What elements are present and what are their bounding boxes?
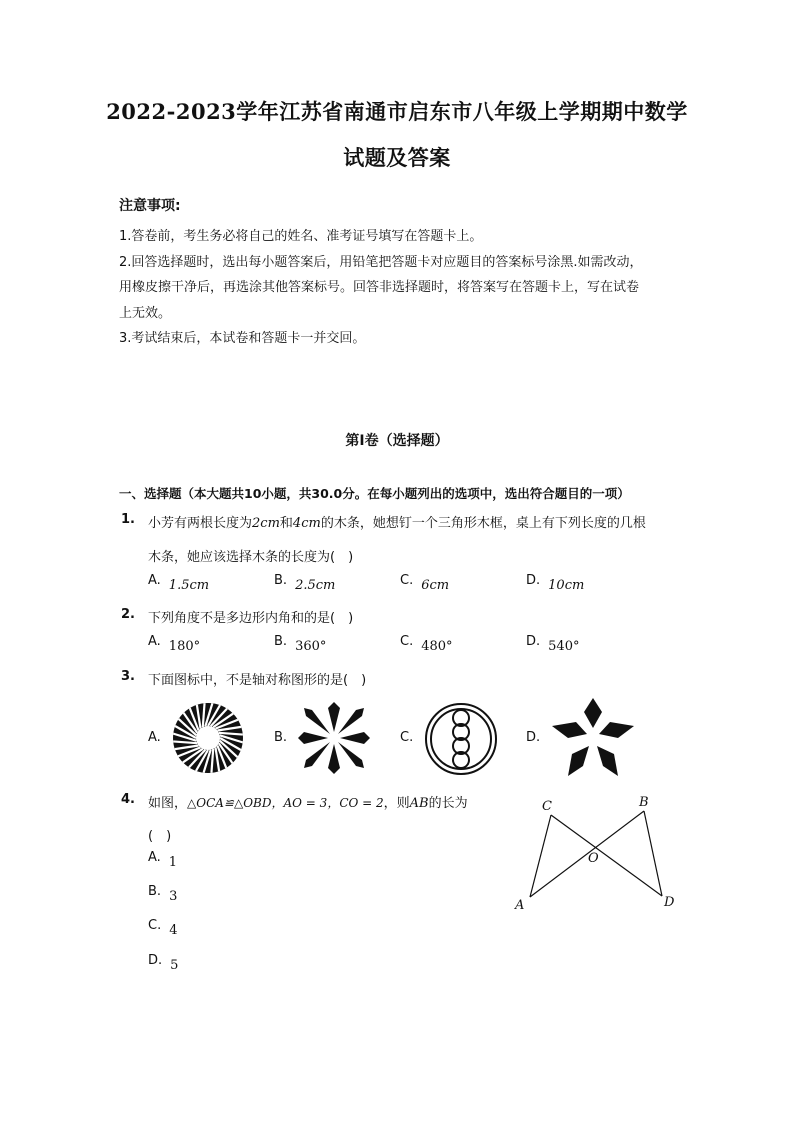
option-value: 2.5cm bbox=[295, 578, 336, 593]
option-label: C. bbox=[400, 573, 414, 588]
option-b[interactable] bbox=[274, 730, 287, 745]
option-d[interactable] bbox=[148, 953, 179, 973]
point-label: O bbox=[588, 851, 599, 866]
option-b[interactable] bbox=[148, 884, 178, 904]
question-3-text: 下面图标中，不是轴对称图形的是( ) bbox=[148, 673, 367, 688]
option-c[interactable] bbox=[400, 634, 453, 654]
nested-circles-icon bbox=[424, 702, 498, 776]
notes-item: 用橡皮擦干净后，再选涂其他答案标号。回答非选择题时，将答案写在答题卡上，写在试卷 bbox=[119, 280, 640, 295]
option-value: 180° bbox=[168, 639, 201, 654]
q4-text: 的长为 bbox=[428, 796, 468, 811]
notes-item: 上无效。 bbox=[119, 305, 172, 321]
segment-bd bbox=[644, 811, 662, 896]
notes-item: 2.回答选择题时，选出每小题答案后，用铅笔把答题卡对应题目的答案标号涂黑.如需改动， bbox=[119, 254, 643, 270]
option-label: B. bbox=[274, 634, 288, 649]
option-value: 10cm bbox=[548, 578, 585, 593]
notes-list bbox=[119, 224, 679, 352]
option-label: B. bbox=[274, 573, 288, 588]
notes-item: 3.考试结束后，本试卷和答题卡一并交回。 bbox=[119, 331, 366, 346]
q4-text: 如图， bbox=[148, 796, 188, 811]
spiral-wheel-icon bbox=[172, 702, 244, 774]
question-number: 3. bbox=[121, 669, 135, 684]
notes-item: 1.答卷前，考生务必将自己的姓名、准考证号填写在答题卡上。 bbox=[119, 229, 483, 244]
option-label: A. bbox=[148, 730, 161, 745]
notes-heading: 注意事项: bbox=[119, 198, 181, 214]
option-d[interactable] bbox=[526, 730, 540, 745]
part-title: 一、选择题（本大题共10小题，共30.0分。在每小题列出的选项中，选出符合题目的一项） bbox=[119, 486, 630, 501]
option-label: C. bbox=[400, 634, 414, 649]
option-label: C. bbox=[400, 730, 414, 745]
q1-text: 的木条，她想钉一个三角形木框，桌上有下列长度的几根 bbox=[320, 516, 646, 531]
segment-ab bbox=[530, 811, 644, 897]
option-label: D. bbox=[526, 573, 541, 588]
point-label: D bbox=[664, 895, 675, 910]
option-c[interactable] bbox=[400, 730, 413, 745]
pentagon-star-icon bbox=[552, 698, 634, 778]
question-4-text bbox=[148, 792, 468, 811]
option-value: 540° bbox=[548, 639, 580, 654]
option-value: 5 bbox=[170, 958, 179, 973]
option-value: 6cm bbox=[421, 578, 450, 593]
option-d[interactable] bbox=[526, 634, 580, 654]
option-a[interactable] bbox=[148, 573, 210, 593]
option-d[interactable] bbox=[526, 573, 585, 593]
option-a[interactable] bbox=[148, 850, 178, 870]
option-b[interactable] bbox=[274, 573, 336, 593]
question-1-line2: 木条，她应该选择木条的长度为( ) bbox=[148, 550, 354, 565]
option-value: 1 bbox=[168, 855, 178, 870]
option-b[interactable] bbox=[274, 634, 327, 654]
question-2-text: 下列角度不是多边形内角和的是( ) bbox=[148, 611, 354, 626]
document-title-line2: 试题及答案 bbox=[343, 145, 451, 170]
option-label: B. bbox=[148, 884, 162, 899]
question-1-line1 bbox=[148, 512, 646, 531]
point-label: A bbox=[515, 898, 525, 913]
q4-text: ，则 bbox=[383, 796, 410, 811]
option-label: D. bbox=[148, 953, 163, 968]
q4-math: △OCA≌△OBD，AO = 3，CO = 2 bbox=[187, 796, 384, 810]
section-title: 第I卷（选择题） bbox=[345, 433, 449, 449]
option-a[interactable] bbox=[148, 634, 201, 654]
question-number: 4. bbox=[121, 792, 135, 807]
question-number: 1. bbox=[121, 512, 135, 527]
option-a[interactable] bbox=[148, 730, 161, 745]
triangle-figure bbox=[508, 790, 688, 915]
segment-cd bbox=[551, 815, 662, 896]
option-label: C. bbox=[148, 918, 162, 933]
document-title-line1: 2022-2023学年江苏省南通市启东市八年级上学期期中数学 bbox=[106, 99, 688, 124]
question-4-paren: ( ) bbox=[148, 829, 172, 844]
q4-math: AB bbox=[409, 796, 429, 811]
option-label: D. bbox=[526, 634, 541, 649]
chevron-star-icon bbox=[298, 702, 370, 774]
option-value: 480° bbox=[421, 639, 453, 654]
segment-ca bbox=[530, 815, 551, 897]
option-label: D. bbox=[526, 730, 541, 745]
option-label: A. bbox=[148, 634, 161, 649]
q1-text: 和 bbox=[279, 516, 293, 531]
option-label: A. bbox=[148, 573, 161, 588]
option-label: A. bbox=[148, 850, 161, 865]
point-label: B bbox=[639, 795, 649, 810]
q1-text: 小芳有两根长度为 bbox=[148, 516, 253, 531]
option-value: 4 bbox=[169, 923, 178, 938]
option-value: 360° bbox=[295, 639, 327, 654]
point-label: C bbox=[542, 799, 552, 814]
option-value: 3 bbox=[169, 889, 178, 904]
option-c[interactable] bbox=[148, 918, 178, 938]
option-value: 1.5cm bbox=[168, 578, 210, 593]
question-number: 2. bbox=[121, 607, 135, 622]
option-c[interactable] bbox=[400, 573, 450, 593]
q1-math: 4cm bbox=[292, 516, 321, 531]
q1-math: 2cm bbox=[252, 516, 280, 531]
option-label: B. bbox=[274, 730, 288, 745]
